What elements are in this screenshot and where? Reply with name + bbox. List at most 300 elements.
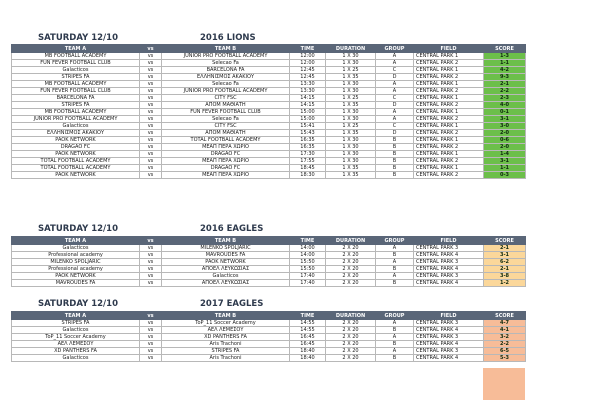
duration-cell: 2 X 20 (326, 252, 376, 259)
table-row (12, 273, 526, 280)
duration-cell: 2 X 20 (326, 280, 376, 287)
team-b-cell: Selecao Fa (162, 81, 290, 88)
group-cell: B (376, 280, 414, 287)
team-a-cell: MAVROUDES FA (12, 280, 140, 287)
vs-cell: vs (140, 341, 162, 348)
time-cell: 15:50 (290, 266, 326, 273)
header-time: TIME (290, 237, 326, 245)
team-b-cell: MAVROUDES FA (162, 252, 290, 259)
group-cell: B (376, 266, 414, 273)
header-vs: vs (140, 312, 162, 320)
duration-cell: 1 X 25 (326, 67, 376, 74)
vs-cell: vs (140, 158, 162, 165)
field-cell: CENTRAL PARK 4 (414, 266, 484, 273)
time-cell: 13:30 (290, 88, 326, 95)
score-cell: 2-0 (484, 130, 526, 137)
table-row (12, 259, 526, 266)
team-b-cell: CITY FSC (162, 95, 290, 102)
vs-cell: vs (140, 88, 162, 95)
score-cell: 3-1 (484, 252, 526, 259)
team-b-cell: ΑΕΛ ΛΕΜΕΣΟΥ (162, 327, 290, 334)
field-cell: CENTRAL PARK 1 (414, 95, 484, 102)
field-cell: CENTRAL PARK 2 (414, 130, 484, 137)
duration-cell: 1 X 30 (326, 53, 376, 60)
group-cell: A (376, 259, 414, 266)
field-cell: CENTRAL PARK 4 (414, 252, 484, 259)
table-row (12, 74, 526, 81)
table-row (12, 60, 526, 67)
header-duration: DURATION (326, 312, 376, 320)
duration-cell: 1 X 25 (326, 123, 376, 130)
team-a-cell: STRIPES FA (12, 102, 140, 109)
time-cell: 15:00 (290, 109, 326, 116)
team-b-cell: CITY FSC (162, 123, 290, 130)
vs-cell: vs (140, 144, 162, 151)
team-a-cell: TOTAL FOOTBALL ACADEMY (12, 158, 140, 165)
score-cell: 0-6 (484, 137, 526, 144)
duration-cell: 1 X 35 (326, 130, 376, 137)
duration-cell: 2 X 20 (326, 266, 376, 273)
score-cell: 3-0 (484, 123, 526, 130)
table-row (12, 158, 526, 165)
duration-cell: 2 X 20 (326, 348, 376, 355)
group-cell: A (376, 348, 414, 355)
group-cell: A (376, 116, 414, 123)
group-cell: B (376, 165, 414, 172)
team-a-cell: ToP_11 Soccer Academy (12, 334, 140, 341)
group-cell: B (376, 341, 414, 348)
score-cell: 2-2 (484, 88, 526, 95)
duration-cell: 1 X 30 (326, 158, 376, 165)
vs-cell: vs (140, 116, 162, 123)
score-cell: 6-5 (484, 348, 526, 355)
time-cell: 18:45 (290, 165, 326, 172)
group-cell: B (376, 144, 414, 151)
score-cell: 3-1 (484, 158, 526, 165)
score-cell: 1-1 (484, 60, 526, 67)
time-cell: 16:45 (290, 341, 326, 348)
header-group: GROUP (376, 312, 414, 320)
team-b-cell: JUNIOR PRO FOOTBALL ACADEMY (162, 53, 290, 60)
group-cell: B (376, 327, 414, 334)
group-cell: C (376, 67, 414, 74)
section-category: 2017 EAGLES (200, 299, 264, 309)
score-cell: 3-8 (484, 273, 526, 280)
duration-cell: 2 X 20 (326, 245, 376, 252)
team-a-cell: XD PANTHERS FA (12, 348, 140, 355)
duration-cell: 2 X 20 (326, 334, 376, 341)
field-cell: CENTRAL PARK 1 (414, 109, 484, 116)
score-cell: 2-1 (484, 245, 526, 252)
time-cell: 18:30 (290, 172, 326, 179)
duration-cell: 1 X 25 (326, 95, 376, 102)
section-category: 2016 EAGLES (200, 224, 264, 234)
score-column-fill (483, 368, 525, 400)
duration-cell: 1 X 30 (326, 60, 376, 67)
header-vs: vs (140, 237, 162, 245)
group-cell: B (376, 355, 414, 362)
vs-cell: vs (140, 355, 162, 362)
duration-cell: 1 X 30 (326, 81, 376, 88)
team-b-cell: XD PANTHERS FA (162, 334, 290, 341)
header-team-b: TEAM B (162, 237, 290, 245)
score-cell: 5-3 (484, 355, 526, 362)
time-cell: 16:35 (290, 144, 326, 151)
team-a-cell: BARCELONA FA (12, 95, 140, 102)
table-row (12, 280, 526, 287)
time-cell: 16:45 (290, 334, 326, 341)
team-a-cell: ΕΛΛΗΝΙΣΜΟΣ ΑΚΑΚΙΟΥ (12, 130, 140, 137)
team-a-cell: MB FOOTBALL ACADEMY (12, 53, 140, 60)
vs-cell: vs (140, 327, 162, 334)
group-cell: A (376, 88, 414, 95)
field-cell: CENTRAL PARK 3 (414, 348, 484, 355)
table-row (12, 348, 526, 355)
group-cell: B (376, 137, 414, 144)
score-cell: 3-2 (484, 334, 526, 341)
team-b-cell: ToP_11 Soccer Academy (162, 320, 290, 327)
team-a-cell: FUN FEVER FOOTBALL CLUB (12, 60, 140, 67)
team-b-cell: Aris Trachoni (162, 341, 290, 348)
team-a-cell: Galacticos (12, 327, 140, 334)
header-field: FIELD (414, 312, 484, 320)
time-cell: 17:40 (290, 273, 326, 280)
table-row (12, 151, 526, 158)
group-cell: A (376, 273, 414, 280)
team-b-cell: DRAGAO FC (162, 151, 290, 158)
duration-cell: 1 X 30 (326, 109, 376, 116)
header-team-b: TEAM B (162, 312, 290, 320)
header-team-b: TEAM B (162, 45, 290, 53)
field-cell: CENTRAL PARK 3 (414, 245, 484, 252)
vs-cell: vs (140, 74, 162, 81)
team-b-cell: ΜΕΑΠ ΠΕΡΑ ΧΩΡΙΟ (162, 144, 290, 151)
schedule-table-2016-lions (11, 44, 526, 179)
table-header-row (12, 312, 526, 320)
team-b-cell: ΕΛΛΗΝΙΣΜΟΣ ΑΚΑΚΙΟΥ (162, 74, 290, 81)
table-row (12, 53, 526, 60)
team-a-cell: FUN FEVER FOOTBALL CLUB (12, 88, 140, 95)
time-cell: 17:40 (290, 280, 326, 287)
table-row (12, 252, 526, 259)
duration-cell: 1 X 30 (326, 88, 376, 95)
time-cell: 14:15 (290, 95, 326, 102)
vs-cell: vs (140, 137, 162, 144)
table-row (12, 81, 526, 88)
team-b-cell: Aris Trachoni (162, 355, 290, 362)
field-cell: CENTRAL PARK 1 (414, 53, 484, 60)
group-cell: A (376, 109, 414, 116)
table-row (12, 245, 526, 252)
vs-cell: vs (140, 266, 162, 273)
table-row (12, 130, 526, 137)
time-cell: 15:00 (290, 116, 326, 123)
header-score: SCORE (484, 45, 526, 53)
section-day: SATURDAY 12/10 (38, 33, 118, 43)
header-duration: DURATION (326, 237, 376, 245)
time-cell: 12:00 (290, 60, 326, 67)
score-cell: 2-3 (484, 95, 526, 102)
duration-cell: 1 X 30 (326, 137, 376, 144)
duration-cell: 1 X 35 (326, 102, 376, 109)
field-cell: CENTRAL PARK 2 (414, 74, 484, 81)
field-cell: CENTRAL PARK 4 (414, 280, 484, 287)
team-a-cell: PAOK NETWORK (12, 172, 140, 179)
group-cell: D (376, 102, 414, 109)
vs-cell: vs (140, 165, 162, 172)
header-team-a: TEAM A (12, 45, 140, 53)
team-a-cell: STRIPES FA (12, 320, 140, 327)
team-a-cell: STRIPES FA (12, 74, 140, 81)
schedule-table-2016-eagles (11, 236, 526, 287)
vs-cell: vs (140, 259, 162, 266)
vs-cell: vs (140, 334, 162, 341)
team-b-cell: ΜΕΑΠ ΠΕΡΑ ΧΩΡΙΟ (162, 172, 290, 179)
table-row (12, 165, 526, 172)
table-row (12, 144, 526, 151)
score-cell: 1-3 (484, 53, 526, 60)
group-cell: A (376, 53, 414, 60)
time-cell: 18:40 (290, 355, 326, 362)
header-time: TIME (290, 45, 326, 53)
field-cell: CENTRAL PARK 1 (414, 165, 484, 172)
time-cell: 14:00 (290, 245, 326, 252)
vs-cell: vs (140, 53, 162, 60)
team-b-cell: TOTAL FOOTBALL ACADEMY (162, 137, 290, 144)
table-row (12, 334, 526, 341)
score-cell: 4-7 (484, 320, 526, 327)
group-cell: A (376, 81, 414, 88)
time-cell: 17:30 (290, 151, 326, 158)
table-row (12, 95, 526, 102)
header-score: SCORE (484, 237, 526, 245)
time-cell: 12:00 (290, 53, 326, 60)
time-cell: 14:55 (290, 327, 326, 334)
team-a-cell: PAOK NETWORK (12, 273, 140, 280)
header-duration: DURATION (326, 45, 376, 53)
team-a-cell: JUNIOR PRO FOOTBALL ACADEMY (12, 116, 140, 123)
team-b-cell: DRAGAO FC (162, 165, 290, 172)
vs-cell: vs (140, 151, 162, 158)
time-cell: 15:43 (290, 130, 326, 137)
team-a-cell: Galacticos (12, 245, 140, 252)
table-row (12, 172, 526, 179)
field-cell: CENTRAL PARK 3 (414, 320, 484, 327)
duration-cell: 1 X 30 (326, 144, 376, 151)
group-cell: C (376, 95, 414, 102)
field-cell: CENTRAL PARK 2 (414, 102, 484, 109)
section-day: SATURDAY 12/10 (38, 299, 118, 309)
field-cell: CENTRAL PARK 3 (414, 334, 484, 341)
vs-cell: vs (140, 252, 162, 259)
time-cell: 12:45 (290, 74, 326, 81)
time-cell: 14:15 (290, 102, 326, 109)
section-day: SATURDAY 12/10 (38, 224, 118, 234)
time-cell: 18:40 (290, 348, 326, 355)
team-b-cell: Galacticos (162, 273, 290, 280)
table-row (12, 266, 526, 273)
team-b-cell: Selecao Fa (162, 116, 290, 123)
vs-cell: vs (140, 67, 162, 74)
field-cell: CENTRAL PARK 4 (414, 341, 484, 348)
table-row (12, 137, 526, 144)
team-a-cell: Professional academy (12, 266, 140, 273)
score-cell: 9-3 (484, 74, 526, 81)
header-field: FIELD (414, 45, 484, 53)
vs-cell: vs (140, 81, 162, 88)
duration-cell: 2 X 20 (326, 320, 376, 327)
field-cell: CENTRAL PARK 2 (414, 116, 484, 123)
duration-cell: 2 X 20 (326, 341, 376, 348)
field-cell: CENTRAL PARK 1 (414, 67, 484, 74)
field-cell: CENTRAL PARK 3 (414, 259, 484, 266)
team-b-cell: BARCELONA FA (162, 67, 290, 74)
score-cell: 4-0 (484, 102, 526, 109)
team-b-cell: ΑΠΟΜ ΜΑΘΙΑΤΗ (162, 130, 290, 137)
team-a-cell: MILENKO SPOLJARIC (12, 259, 140, 266)
schedule-table-2017-eagles (11, 311, 526, 362)
field-cell: CENTRAL PARK 1 (414, 123, 484, 130)
time-cell: 15:50 (290, 259, 326, 266)
header-time: TIME (290, 312, 326, 320)
duration-cell: 1 X 30 (326, 151, 376, 158)
header-field: FIELD (414, 237, 484, 245)
group-cell: A (376, 60, 414, 67)
vs-cell: vs (140, 60, 162, 67)
score-cell: 4-1 (484, 327, 526, 334)
team-b-cell: Selecao Fa (162, 60, 290, 67)
table-header-row (12, 45, 526, 53)
score-cell: 1-1 (484, 165, 526, 172)
table-row (12, 341, 526, 348)
duration-cell: 1 X 35 (326, 74, 376, 81)
time-cell: 15:41 (290, 123, 326, 130)
vs-cell: vs (140, 273, 162, 280)
duration-cell: 1 X 35 (326, 165, 376, 172)
section-header-2017-eagles (0, 298, 600, 312)
team-a-cell: MB FOOTBALL ACADEMY (12, 81, 140, 88)
group-cell: B (376, 172, 414, 179)
vs-cell: vs (140, 172, 162, 179)
field-cell: CENTRAL PARK 4 (414, 355, 484, 362)
duration-cell: 2 X 20 (326, 327, 376, 334)
field-cell: CENTRAL PARK 2 (414, 158, 484, 165)
team-a-cell: Professional academy (12, 252, 140, 259)
score-cell: 0-1 (484, 109, 526, 116)
group-cell: C (376, 123, 414, 130)
header-score: SCORE (484, 312, 526, 320)
field-cell: CENTRAL PARK 2 (414, 144, 484, 151)
header-team-a: TEAM A (12, 312, 140, 320)
time-cell: 12:45 (290, 67, 326, 74)
team-a-cell: PAOK NETWORK (12, 151, 140, 158)
header-vs: vs (140, 45, 162, 53)
team-b-cell: ΑΠΟΕΛ ΛΕΥΚΩΣΙΑΣ (162, 280, 290, 287)
vs-cell: vs (140, 280, 162, 287)
vs-cell: vs (140, 130, 162, 137)
section-header-2016-eagles (0, 223, 600, 237)
score-cell: 2-0 (484, 144, 526, 151)
score-cell: 1-4 (484, 151, 526, 158)
vs-cell: vs (140, 348, 162, 355)
team-b-cell: STRIPES FA (162, 348, 290, 355)
score-cell: 2-1 (484, 266, 526, 273)
team-a-cell: PAOK NETWORK (12, 137, 140, 144)
table-row (12, 327, 526, 334)
table-row (12, 102, 526, 109)
time-cell: 14:55 (290, 320, 326, 327)
table-row (12, 67, 526, 74)
header-group: GROUP (376, 237, 414, 245)
time-cell: 14:00 (290, 252, 326, 259)
team-b-cell: PAOK NETWORK (162, 259, 290, 266)
duration-cell: 2 X 20 (326, 273, 376, 280)
field-cell: CENTRAL PARK 3 (414, 273, 484, 280)
team-b-cell: FUN FEVER FOOTBALL CLUB (162, 109, 290, 116)
group-cell: A (376, 320, 414, 327)
team-b-cell: ΜΕΑΠ ΠΕΡΑ ΧΩΡΙΟ (162, 158, 290, 165)
table-header-row (12, 237, 526, 245)
header-team-a: TEAM A (12, 237, 140, 245)
vs-cell: vs (140, 95, 162, 102)
group-cell: B (376, 151, 414, 158)
vs-cell: vs (140, 245, 162, 252)
team-a-cell: Galacticos (12, 123, 140, 130)
vs-cell: vs (140, 320, 162, 327)
field-cell: CENTRAL PARK 2 (414, 60, 484, 67)
score-cell: 4-2 (484, 67, 526, 74)
team-a-cell: DRAGAO FC (12, 144, 140, 151)
section-category: 2016 LIONS (200, 33, 256, 43)
field-cell: CENTRAL PARK 1 (414, 151, 484, 158)
team-b-cell: ΑΠΟΜ ΜΑΘΙΑΤΗ (162, 102, 290, 109)
duration-cell: 2 X 20 (326, 259, 376, 266)
team-b-cell: JUNIOR PRO FOOTBALL ACADEMY (162, 88, 290, 95)
score-cell: 6-2 (484, 259, 526, 266)
score-cell: 2-1 (484, 81, 526, 88)
header-group: GROUP (376, 45, 414, 53)
group-cell: A (376, 334, 414, 341)
vs-cell: vs (140, 102, 162, 109)
group-cell: D (376, 74, 414, 81)
table-row (12, 123, 526, 130)
group-cell: D (376, 130, 414, 137)
time-cell: 17:55 (290, 158, 326, 165)
time-cell: 13:30 (290, 81, 326, 88)
group-cell: B (376, 252, 414, 259)
team-a-cell: Galacticos (12, 67, 140, 74)
team-a-cell: Galacticos (12, 355, 140, 362)
table-row (12, 109, 526, 116)
table-row (12, 88, 526, 95)
score-cell: 3-1 (484, 116, 526, 123)
group-cell: A (376, 245, 414, 252)
field-cell: CENTRAL PARK 1 (414, 81, 484, 88)
team-a-cell: ΑΕΛ ΛΕΜΕΣΟΥ (12, 341, 140, 348)
score-cell: 1-2 (484, 280, 526, 287)
duration-cell: 1 X 35 (326, 172, 376, 179)
duration-cell: 1 X 30 (326, 116, 376, 123)
score-cell: 0-3 (484, 172, 526, 179)
field-cell: CENTRAL PARK 2 (414, 88, 484, 95)
team-a-cell: MB FOOTBALL ACADEMY (12, 109, 140, 116)
table-row (12, 355, 526, 362)
team-b-cell: MILENKO SPOLJARIC (162, 245, 290, 252)
field-cell: CENTRAL PARK 4 (414, 327, 484, 334)
field-cell: CENTRAL PARK 2 (414, 172, 484, 179)
duration-cell: 2 X 20 (326, 355, 376, 362)
team-b-cell: ΑΠΟΕΛ ΛΕΥΚΩΣΙΑΣ (162, 266, 290, 273)
